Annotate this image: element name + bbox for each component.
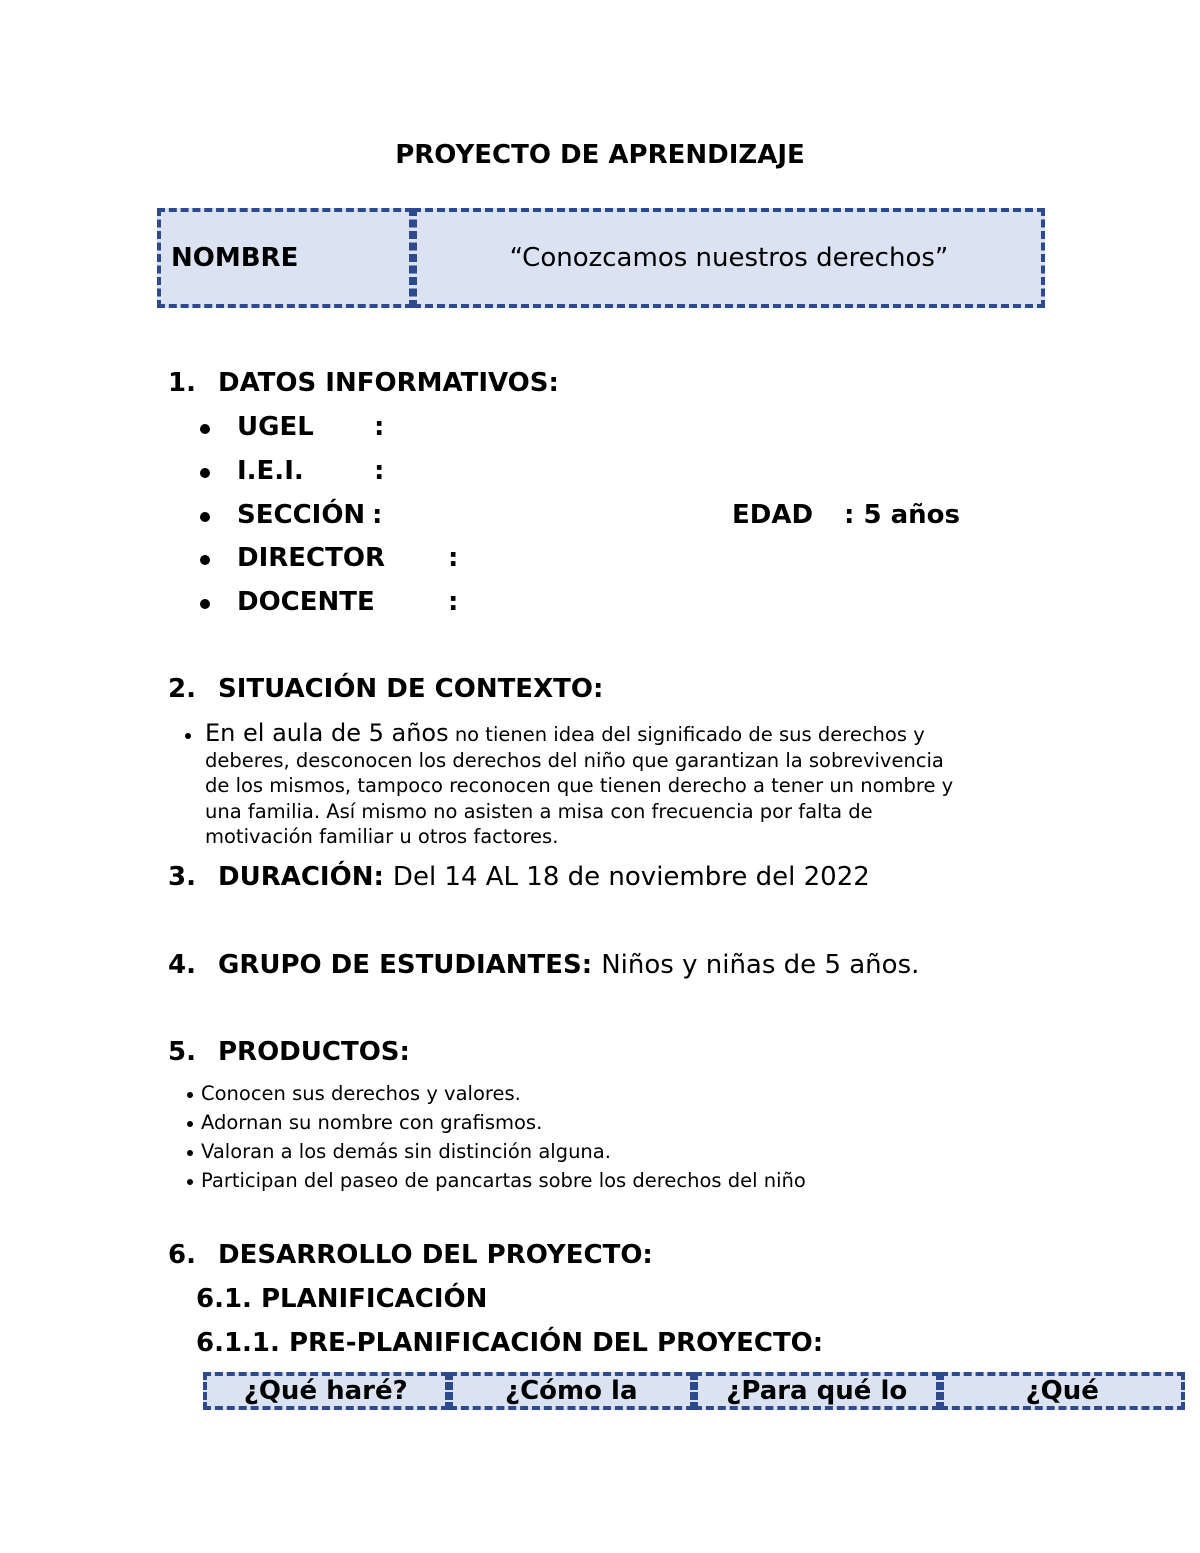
bullet-icon	[187, 1150, 193, 1156]
datos-item-ugel: UGEL :	[200, 412, 1000, 444]
context-line: deberes, desconocen los derechos del niño que garantizan la sobrevivencia	[205, 748, 944, 772]
bullet-icon	[200, 424, 210, 434]
page-title: PROYECTO DE APRENDIZAJE	[395, 140, 805, 170]
datos-item-director: DIRECTOR :	[200, 543, 1000, 575]
list-item: Conocen sus derechos y valores.	[187, 1079, 806, 1108]
context-lead: En el aula de 5 años	[205, 719, 449, 747]
edad-value: : 5 años	[844, 500, 960, 530]
name-label: NOMBRE	[157, 208, 413, 308]
bullet-icon	[200, 512, 210, 522]
context-paragraph	[185, 719, 1065, 850]
subsection-pre-planificacion: 6.1.1. PRE-PLANIFICACIÓN DEL PROYECTO:	[196, 1328, 824, 1358]
context-line: una familia. Así mismo no asisten a misa con frecuencia por falta de	[205, 799, 873, 823]
plan-header-cell: ¿Qué haré?	[203, 1372, 449, 1410]
bullet-icon	[185, 733, 191, 739]
bullet-icon	[187, 1121, 193, 1127]
bullet-icon	[200, 555, 210, 565]
bullet-icon	[200, 468, 210, 478]
section-5-heading: 5. PRODUCTOS:	[168, 1037, 410, 1067]
group-value: Niños y niñas de 5 años.	[601, 950, 920, 980]
datos-item-docente: DOCENTE :	[200, 587, 1000, 619]
bullet-icon	[187, 1092, 193, 1098]
context-line: motivación familiar u otros factores.	[205, 825, 559, 848]
section-1-heading: 1. DATOS INFORMATIVOS:	[168, 368, 559, 398]
section-6-heading: 6. DESARROLLO DEL PROYECTO:	[168, 1240, 653, 1270]
productos-list	[187, 1079, 806, 1195]
list-item: Adornan su nombre con grafismos.	[187, 1108, 806, 1137]
plan-header-cell: ¿Cómo la	[449, 1372, 695, 1410]
context-line: de los mismos, tampoco reconocen que tienen derecho a tener un nombre y	[205, 774, 954, 797]
duration-value: Del 14 AL 18 de noviembre del 2022	[392, 862, 870, 892]
edad-label: EDAD	[732, 500, 814, 530]
pre-planning-table-header	[203, 1372, 1185, 1410]
bullet-icon	[200, 599, 210, 609]
section-2-heading: 2. SITUACIÓN DE CONTEXTO:	[168, 674, 604, 704]
plan-header-cell: ¿Para qué lo	[694, 1372, 940, 1410]
datos-item-seccion: SECCIÓN : EDAD : 5 años	[200, 500, 1000, 532]
list-item: Participan del paseo de pancartas sobre los derechos del niño	[187, 1166, 806, 1195]
section-4-heading: 4. GRUPO DE ESTUDIANTES: Niños y niñas de 5 años.	[168, 950, 920, 980]
subsection-planificacion: 6.1. PLANIFICACIÓN	[196, 1284, 488, 1314]
project-name-table	[157, 208, 1045, 308]
list-item: Valoran a los demás sin distinción alguna.	[187, 1137, 806, 1166]
name-value: “Conozcamos nuestros derechos”	[413, 208, 1045, 308]
section-3-heading: 3. DURACIÓN: Del 14 AL 18 de noviembre del 2022	[168, 862, 870, 892]
datos-item-iei: I.E.I. :	[200, 456, 1000, 488]
bullet-icon	[187, 1179, 193, 1185]
context-line: no tienen idea del significado de sus derechos y	[448, 723, 925, 746]
plan-header-cell: ¿Qué	[940, 1372, 1186, 1410]
